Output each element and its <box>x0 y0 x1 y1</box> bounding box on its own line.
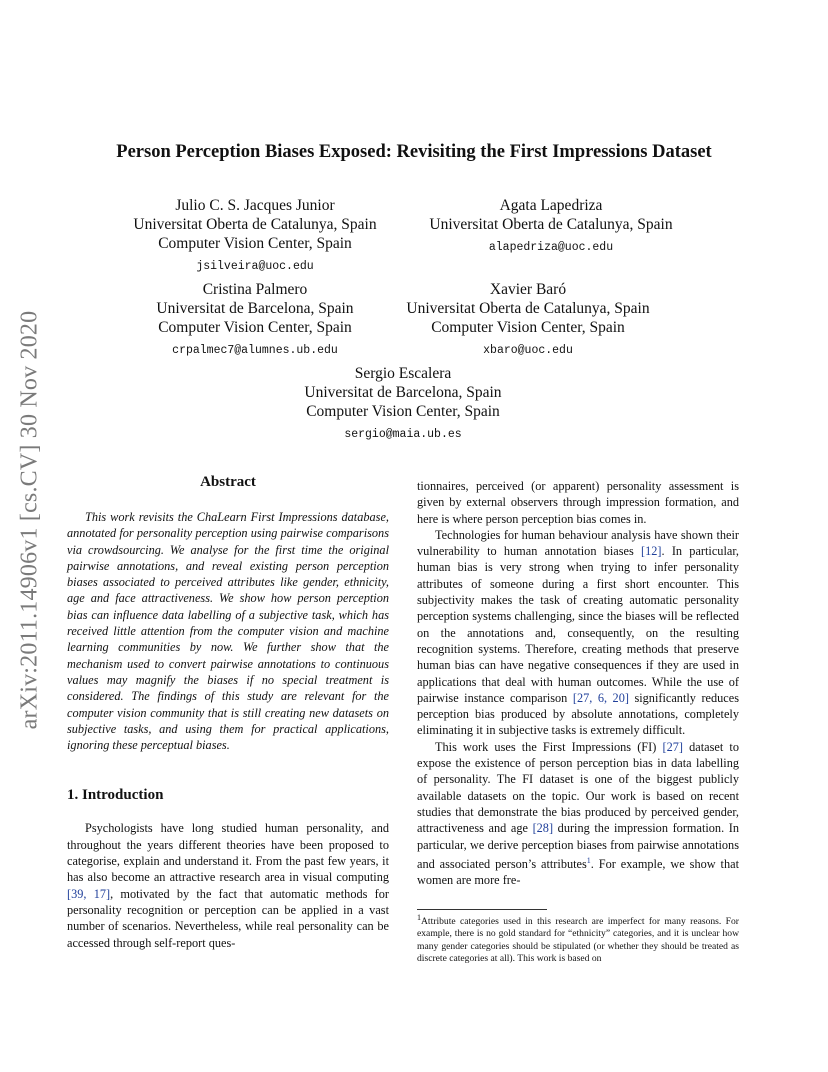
author-affiliation: Computer Vision Center, Spain <box>431 319 625 336</box>
author-email[interactable]: crpalmec7@alumnes.ub.edu <box>172 344 338 357</box>
author-affiliation: Universitat de Barcelona, Spain <box>304 384 502 401</box>
author-name: Cristina Palmero <box>202 281 308 298</box>
footnote-number: 1 <box>417 913 421 922</box>
author-email[interactable]: sergio@maia.ub.es <box>344 428 462 441</box>
intro-paragraph <box>67 820 389 950</box>
author-email[interactable]: xbaro@uoc.edu <box>483 344 573 357</box>
author-affiliation: Universitat de Barcelona, Spain <box>156 300 354 317</box>
author-email[interactable]: alapedriza@uoc.edu <box>488 241 614 254</box>
author-block <box>100 196 410 276</box>
text-run: significantly reduces perception bias produced by absolute annotations, completely eliminating it in subjective tasks is extremely difficult. <box>417 690 739 738</box>
author-email[interactable]: jsilveira@uoc.edu <box>196 260 314 273</box>
citation-link[interactable]: [28] <box>532 821 554 836</box>
citation-link[interactable]: [12] <box>641 544 662 559</box>
citation-link[interactable]: [27, 6, 20] <box>572 690 629 705</box>
author-block <box>396 196 706 257</box>
text-run: Technologies for human behaviour analysis have shown their vulnerability to human annotation biases <box>417 527 739 559</box>
author-affiliation: Universitat Oberta de Catalunya, Spain <box>406 300 650 317</box>
arxiv-sidebar-stamp <box>10 280 50 760</box>
author-affiliation: Computer Vision Center, Spain <box>306 403 500 420</box>
paragraph <box>417 527 739 739</box>
author-affiliation: Computer Vision Center, Spain <box>158 235 352 252</box>
paragraph: tionnaires, perceived (or apparent) personality assessment is given by external observers through impression formation, and here is where person perception bias comes in. <box>417 479 739 526</box>
arxiv-id: arXiv:2011.14906v1 [cs.CV] 30 Nov 2020 <box>16 310 43 730</box>
text-run: Psychologists have long studied human personality, and throughout the years different theories have been proposed to categorise, explain and understand it. From the past few years, it has also become an attractive research area in visual computing <box>67 821 389 885</box>
paper-title: Person Perception Biases Exposed: Revisiting the First Impressions Dataset <box>116 142 712 162</box>
footnote-marker[interactable]: 1 <box>586 855 591 865</box>
citation-link[interactable]: [39, 17] <box>67 886 111 901</box>
footnote <box>417 912 739 965</box>
author-name: Xavier Baró <box>489 281 567 298</box>
text-run: , motivated by the fact that automatic methods for personality recognition or perception can be applied in a vast number of scenarios. Nevertheless, while real personality can be accessed through self-report ques- <box>67 886 389 950</box>
abstract-heading: Abstract <box>200 474 256 490</box>
author-block <box>248 364 558 444</box>
text-run: . For example, we show that women are more fre- <box>417 856 739 888</box>
author-affiliation: Universitat Oberta de Catalunya, Spain <box>133 216 377 233</box>
abstract-text: This work revisits the ChaLearn First Impressions database, annotated for personality perception using pairwise comparisons via crowdsourcing. We analyse for the first time the original pairwise annotations, and reveal existing person perception biases associated to perceived attributes like gender, ethnicity, age and face attractiveness. We show how person perception bias can influence data labelling of a subjective task, which has received little attention from the computer vision and machine learning communities by now. We further show that the mechanism used to convert pairwise annotations to continuous values may magnify the biases if no special treatment is considered. The findings of this study are relevant for the computer vision community that is still creating new datasets on subjective tasks, and using them for practical applications, ignoring these perceptual biases. <box>67 510 389 753</box>
text-run: This work uses the First Impressions (FI) <box>435 739 663 754</box>
paragraph <box>417 739 739 889</box>
footnote-text: Attribute categories used in this research are imperfect for many reasons. For example, there is no gold standard for “ethnicity” categories, and it is unclear how many gender categories should be stipulated (or whether they should be treated as discrete categories at all). This work is based on <box>417 916 739 965</box>
author-block <box>373 280 683 360</box>
author-affiliation: Computer Vision Center, Spain <box>158 319 352 336</box>
author-name: Julio C. S. Jacques Junior <box>175 197 335 214</box>
author-affiliation: Universitat Oberta de Catalunya, Spain <box>429 216 673 233</box>
text-run: . In particular, human bias is very strong when trying to infer personality attributes of someone during a first short encounter. This subjectivity makes the task of creating automatic personality perception systems challenging, since the biases will be reflected on the annotations and, consequently, on the resulting recognition systems. Therefore, creating methods that preserve human bias can have negative consequences if they are used in applications that deal with human outcomes. While the use of pairwise instance comparison <box>417 544 739 705</box>
citation-link[interactable]: [27] <box>662 739 683 754</box>
author-block <box>100 280 410 360</box>
section-heading: 1. Introduction <box>67 787 164 804</box>
footnote-rule <box>417 909 547 910</box>
text-run: dataset to expose the existence of person perception bias in data labelling of personality. The FI dataset is one of the biggest publicly available datasets on the topic. Our work is based on recent studies that demonstrate the bias produced by perceived gender, attractiveness and age <box>417 739 739 836</box>
author-name: Sergio Escalera <box>354 365 452 382</box>
text-run: during the impression formation. In particular, we derive perception biases from pairwise annotations and associated person’s attributes <box>417 821 739 871</box>
right-column <box>417 478 739 889</box>
left-column <box>67 474 389 951</box>
author-name: Agata Lapedriza <box>499 197 603 214</box>
